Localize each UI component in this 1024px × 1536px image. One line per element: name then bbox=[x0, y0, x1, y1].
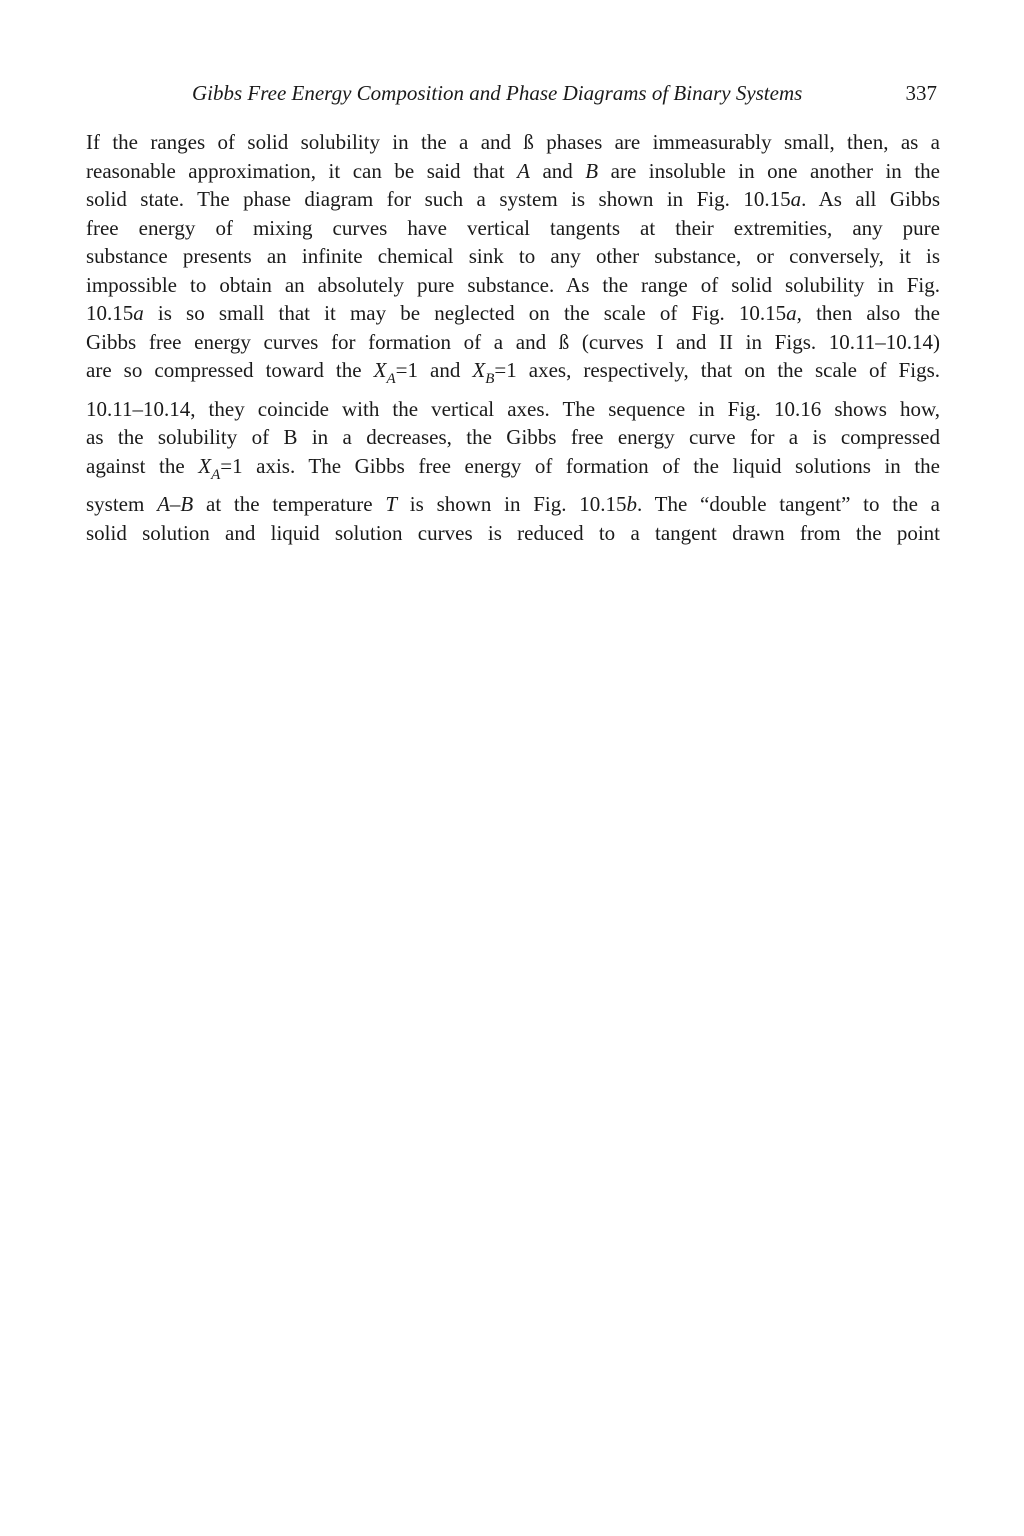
text-line bbox=[86, 185, 940, 214]
italic-symbol: X bbox=[198, 453, 212, 478]
text-span: is so small that it may be neglected on the scale of Fig. 10.15 bbox=[143, 301, 787, 325]
text-span: solid solution and liquid solution curves is reduced to a tangent drawn from the point bbox=[86, 520, 940, 545]
text-line bbox=[86, 490, 940, 519]
text-span: =1 axis. The Gibbs free energy of formation of the liquid solutions in the bbox=[220, 453, 940, 478]
text-span: =1 and bbox=[395, 358, 473, 382]
text-line bbox=[86, 299, 940, 328]
page-number: 337 bbox=[905, 81, 937, 105]
subscript: A bbox=[386, 371, 396, 387]
text-span: . The “double tangent” to the a bbox=[637, 492, 940, 516]
text-line bbox=[86, 452, 940, 491]
italic-symbol: b bbox=[626, 492, 638, 516]
text-span: substance presents an infinite chemical sink to any other substance, or conversely, it is bbox=[86, 244, 940, 268]
text-line bbox=[86, 157, 940, 186]
italic-symbol: X bbox=[373, 358, 387, 382]
text-span: reasonable approximation, it can be said that bbox=[86, 158, 518, 183]
italic-symbol: B bbox=[585, 158, 599, 183]
text-line bbox=[86, 519, 940, 548]
text-span: are insoluble in one another in the bbox=[598, 158, 940, 183]
italic-symbol: a bbox=[786, 301, 797, 325]
text-line bbox=[86, 423, 940, 452]
text-span: , then also the bbox=[796, 301, 940, 325]
running-head bbox=[190, 78, 937, 108]
text-span: 10.11–10.14, they coincide with the vertical axes. The sequence in Fig. 10.16 shows how, bbox=[86, 396, 940, 421]
text-line bbox=[86, 328, 940, 357]
italic-symbol: A bbox=[517, 158, 530, 183]
text-span: impossible to obtain an absolutely pure substance. As the range of solid solubility in Fig. bbox=[86, 272, 940, 297]
italic-symbol: a bbox=[790, 187, 802, 211]
text-line bbox=[86, 395, 940, 424]
italic-symbol: A–B bbox=[157, 492, 194, 516]
italic-symbol: X bbox=[472, 358, 486, 382]
text-span: free energy of mixing curves have vertical tangents at their extremities, any pure bbox=[86, 215, 940, 240]
text-span: Gibbs free energy curves for formation of a and ß (curves I and II in Figs. 10.11–10.14) bbox=[86, 329, 940, 354]
text-span: against the bbox=[86, 453, 199, 478]
italic-symbol: T bbox=[385, 492, 398, 516]
text-span: . As all Gibbs bbox=[801, 187, 941, 211]
text-span: is shown in Fig. 10.15 bbox=[397, 492, 627, 516]
text-line bbox=[86, 242, 940, 271]
text-span: solid state. The phase diagram for such a system is shown in Fig. 10.15 bbox=[86, 187, 791, 211]
text-span: at the temperature bbox=[193, 492, 386, 516]
text-span: are so compressed toward the bbox=[86, 358, 374, 382]
text-line bbox=[86, 271, 940, 300]
body-paragraph bbox=[86, 128, 940, 547]
text-span: system bbox=[86, 492, 158, 516]
text-line bbox=[86, 128, 940, 157]
text-span: and bbox=[529, 158, 586, 183]
subscript: A bbox=[211, 466, 221, 483]
text-span: as the solubility of B in a decreases, the Gibbs free energy curve for a is compressed bbox=[86, 425, 940, 449]
text-line bbox=[86, 356, 940, 395]
text-span: =1 axes, respectively, that on the scale of Figs. bbox=[494, 358, 940, 382]
text-span: If the ranges of solid solubility in the a and ß phases are immeasurably small, then, as a bbox=[86, 130, 940, 154]
text-span: 10.15 bbox=[86, 301, 134, 325]
italic-symbol: a bbox=[133, 301, 144, 325]
running-head-title: Gibbs Free Energy Composition and Phase Diagrams of Binary Systems bbox=[192, 81, 803, 105]
subscript: B bbox=[485, 371, 495, 387]
text-line bbox=[86, 214, 940, 243]
